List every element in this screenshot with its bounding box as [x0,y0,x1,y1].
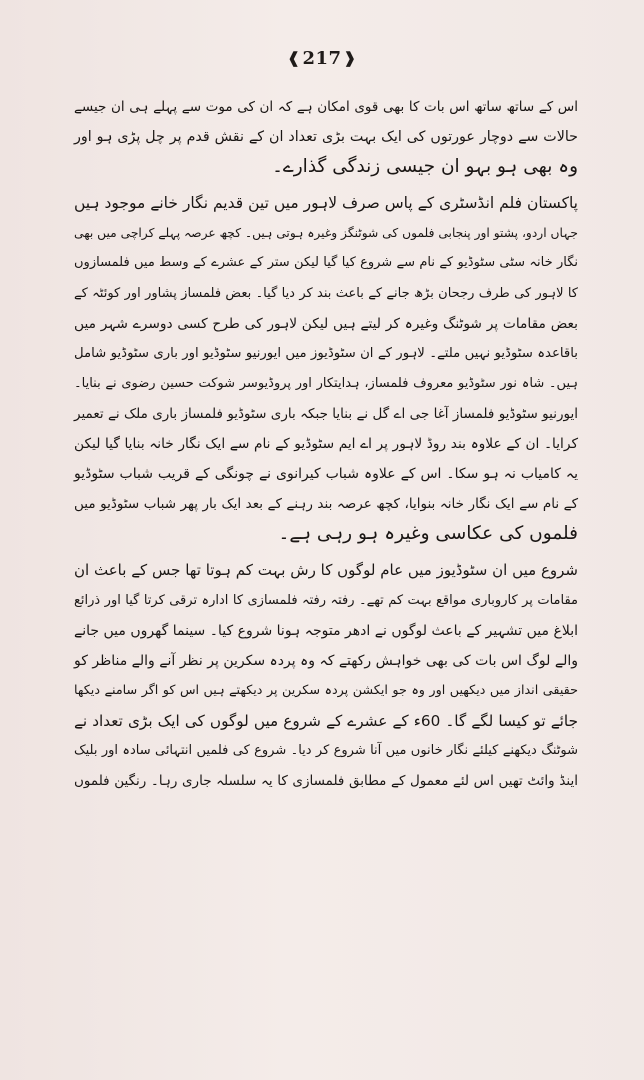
page-number-value: 217 [302,48,342,69]
text-line: کا لاہور کی طرف رجحان بڑھ جانے کے باعث بند کر دیا گیا۔ بعض فلمساز پشاور اور کوئٹہ کے [74,285,578,301]
text-line: شوٹنگ دیکھنے کیلئے نگار خانوں میں آنا شروع کر دیا۔ شروع کی فلمیں انتہائی سادہ اور بلیک [74,742,578,758]
text-line: جہاں اردو، پشتو اور پنجابی فلموں کی شوٹنگز وغیرہ ہوتی ہیں۔ کچھ عرصہ پہلے کراچی میں بھی [73,226,578,241]
text-line: حالات سے دوچار عورتوں کی ایک بہت بڑی تعداد ان کے نقش قدم پر چل پڑی ہو اور [74,129,578,146]
text-line: شروع میں ان سٹوڈیوز میں عام لوگوں کا رش بہت کم ہوتا تھا جس کے باعث ان [74,561,578,580]
text-line: والے لوگ اس بات کی بھی خواہش رکھتے کہ وہ پردہ سکرین پر نظر آنے والے مناظر کو [74,652,578,669]
text-line: یہ کامیاب نہ ہو سکا۔ اس کے علاوہ شباب کیرانوی نے چونگی کے قریب شباب سٹوڈیو [74,466,578,483]
paragraph-2 [74,188,578,549]
page-number [0,48,644,69]
text-line: ابلاغ میں تشہیر کے باعث لوگوں نے ادھر متوجہ ہونا شروع کیا۔ سینما گھروں میں جانے [74,622,578,639]
text-line: وہ بھی ہو بہو ان جیسی زندگی گذارے۔ [272,156,578,178]
text-line: بعض مقامات پر شوٹنگ وغیرہ کر لیتے ہیں لیکن لاہور کی طرح کسی دوسرے شہر میں [74,315,578,332]
text-line: اینڈ وائٹ تھیں اس لئے معمول کے مطابق فلمسازی کا یہ سلسلہ جاری رہا۔ رنگین فلموں [74,773,578,790]
page-body [74,92,578,796]
text-line: نگار خانہ سٹی سٹوڈیو کے نام سے شروع کیا گیا لیکن ستر کے عشرے کے وسط میں فلمسازوں [74,255,578,271]
paragraph-3 [74,555,578,796]
ornament-right-icon: ❱ [343,49,357,67]
text-line: باقاعدہ سٹوڈیو نہیں ملتے۔ لاہور کے ان سٹوڈیوز میں ایورنیو سٹوڈیو اور باری سٹوڈیو شامل [74,345,578,361]
text-line: ایورنیو سٹوڈیو فلمساز آغا جی اے گل نے بنایا جبکہ باری سٹوڈیو فلمساز باری ملک نے تعمیر [74,405,578,422]
paragraph-1 [74,92,578,182]
text-line: مقامات پر کاروباری مواقع بہت کم تھے۔ رفتہ رفتہ فلمسازی کا ادارہ ترقی کرتا گیا اور ذرائع [74,592,578,608]
text-line: ہیں۔ شاہ نور سٹوڈیو معروف فلمساز، ہدایتکار اور پروڈیوسر شوکت حسین رضوی نے بنایا۔ [74,375,578,391]
text-line: جائے تو کیسا لگے گا۔ 60ء کے عشرے کے شروع میں لوگوں کی ایک بڑی تعداد نے [74,711,578,730]
text-line: کے نام سے ایک نگار خانہ بنوایا، کچھ عرصہ بند رہنے کے بعد ایک بار پھر شباب سٹوڈیو میں [74,496,578,513]
ornament-left-icon: ❰ [287,49,301,67]
text-line: اس کے ساتھ ساتھ اس بات کا بھی قوی امکان ہے کہ ان کی موت سے پہلے ہی ان جیسے [74,99,578,115]
text-line: پاکستان فلم انڈسٹری کے پاس صرف لاہور میں تین قدیم نگار خانے موجود ہیں [74,194,578,213]
text-line: حقیقی انداز میں دیکھیں اور وہ جو ایکشن پردہ سکرین پر دیکھتے ہیں اس کو اگر سامنے دیکھا [74,682,578,698]
text-line: کرایا۔ ان کے علاوہ بند روڈ لاہور پر اے ایم سٹوڈیو کے نام سے ایک نگار خانہ بنایا گیا لیکن [74,436,578,453]
text-line: فلموں کی عکاسی وغیرہ ہو رہی ہے۔ [278,523,578,545]
